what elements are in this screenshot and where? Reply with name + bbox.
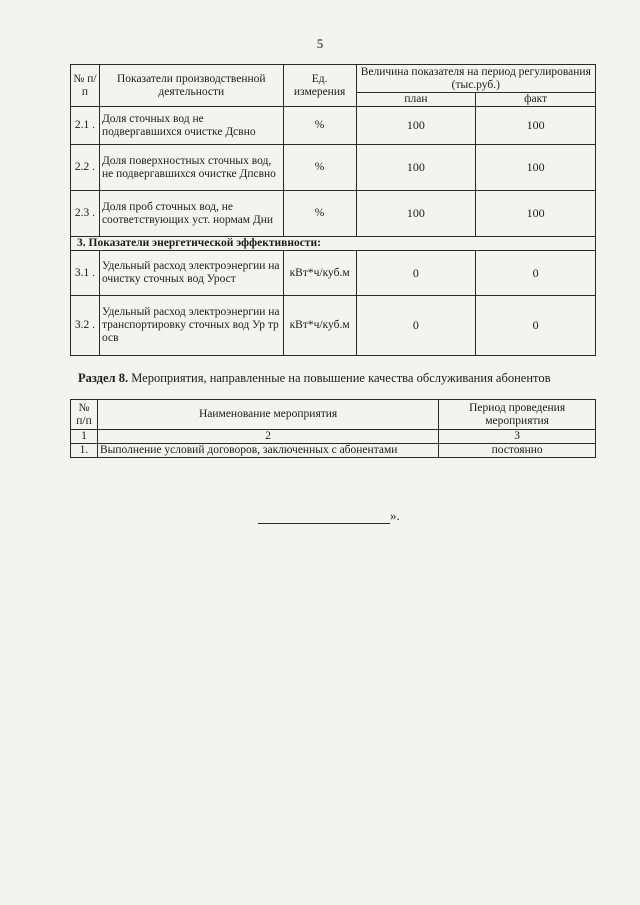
row-indicator: Удельный расход электроэнергии на очистку сточных вод Урост	[99, 251, 283, 296]
table-row	[71, 107, 596, 145]
row-plan: 0	[356, 296, 476, 356]
header-indicator: Показатели производственной деятельности	[99, 65, 283, 107]
measures-table	[70, 399, 596, 458]
table-row	[71, 145, 596, 191]
row-period: постоянно	[439, 444, 596, 458]
row-unit: %	[283, 191, 356, 237]
row-plan: 100	[356, 191, 476, 237]
header-fact: факт	[476, 93, 596, 107]
row-num: 3.2 .	[71, 296, 100, 356]
header-period: Период проведения мероприятия	[439, 400, 596, 430]
table-row	[71, 251, 596, 296]
header-num: № п/п	[71, 400, 98, 430]
index-cell: 3	[439, 430, 596, 444]
closing-signature-line	[258, 508, 458, 524]
row-indicator: Доля проб сточных вод, не соответствующих уст. нормам Дни	[99, 191, 283, 237]
section-3-title: 3. Показатели энергетической эффективности:	[71, 237, 596, 251]
section-8-heading	[78, 371, 550, 386]
row-fact: 0	[476, 251, 596, 296]
table-row	[71, 444, 596, 458]
header-plan: план	[356, 93, 476, 107]
row-num: 1.	[71, 444, 98, 458]
row-num: 2.2 .	[71, 145, 100, 191]
index-cell: 1	[71, 430, 98, 444]
row-fact: 100	[476, 145, 596, 191]
header-measure-name: Наименование мероприятия	[97, 400, 438, 430]
row-plan: 0	[356, 251, 476, 296]
section-8-title: Мероприятия, направленные на повышение качества обслуживания абонентов	[131, 371, 551, 385]
row-plan: 100	[356, 145, 476, 191]
row-unit: кВт*ч/куб.м	[283, 296, 356, 356]
row-indicator: Доля сточных вод не подвергавшихся очистке Дсвно	[99, 107, 283, 145]
row-num: 2.3 .	[71, 191, 100, 237]
table-row	[71, 191, 596, 237]
row-unit: кВт*ч/куб.м	[283, 251, 356, 296]
row-unit: %	[283, 107, 356, 145]
table-row	[71, 296, 596, 356]
blank-line	[258, 509, 390, 524]
index-cell: 2	[97, 430, 438, 444]
row-fact: 100	[476, 107, 596, 145]
row-measure-name: Выполнение условий договоров, заключенных с абонентами	[97, 444, 438, 458]
row-indicator: Доля поверхностных сточных вод, не подвергавшихся очистке Дпсвно	[99, 145, 283, 191]
row-unit: %	[283, 145, 356, 191]
row-indicator: Удельный расход электроэнергии на транспортировку сточных вод Ур тр осв	[99, 296, 283, 356]
row-num: 2.1 .	[71, 107, 100, 145]
closing-quote: ».	[390, 508, 400, 523]
row-plan: 100	[356, 107, 476, 145]
row-fact: 100	[476, 191, 596, 237]
header-value: Величина показателя на период регулирования (тыс.руб.)	[356, 65, 595, 93]
header-num: № п/п	[71, 65, 100, 107]
header-unit: Ед. измерения	[283, 65, 356, 107]
row-fact: 0	[476, 296, 596, 356]
row-num: 3.1 .	[71, 251, 100, 296]
page-number: 5	[316, 36, 324, 51]
section-8-label: Раздел 8.	[78, 371, 129, 385]
indicators-table	[70, 64, 596, 356]
